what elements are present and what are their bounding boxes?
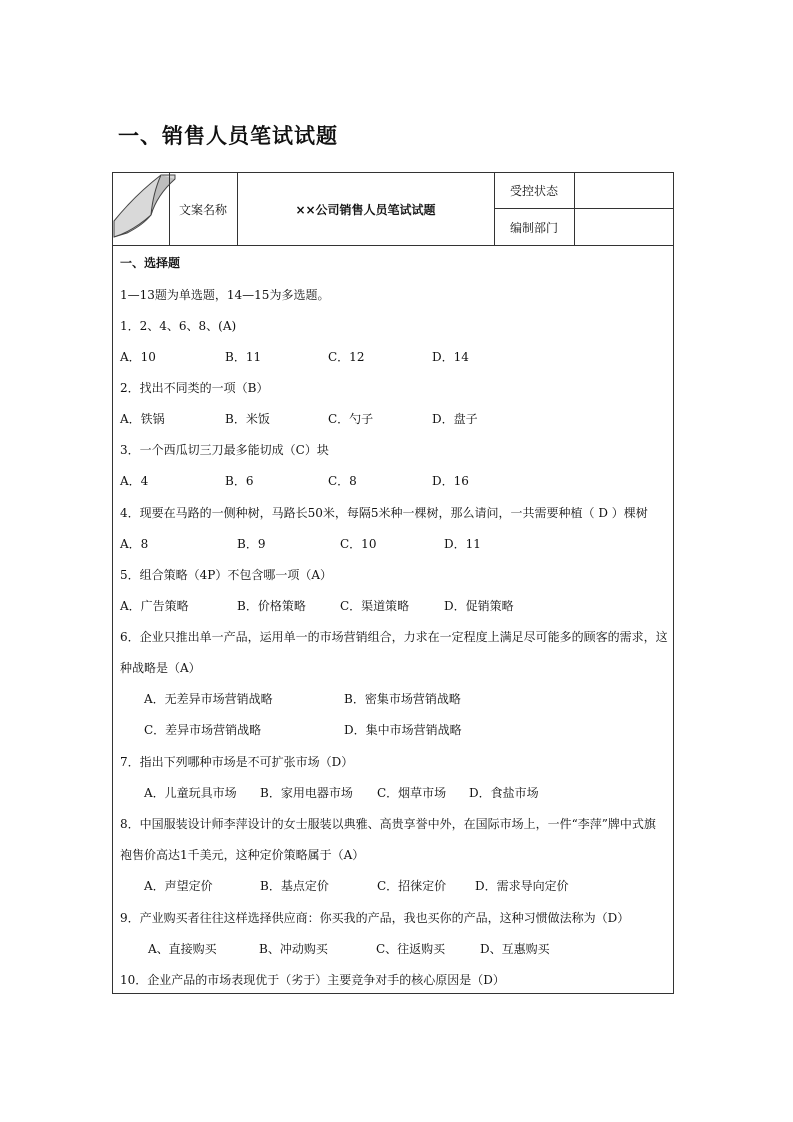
- option-row: [120, 941, 660, 957]
- option: D．需求导向定价: [475, 879, 569, 893]
- option: B．密集市场营销战略: [344, 692, 461, 706]
- option-row: [120, 411, 660, 427]
- option: B．价格策略: [237, 599, 306, 613]
- option: D．食盐市场: [469, 786, 539, 800]
- dept-value: [574, 209, 673, 245]
- option: C．8: [328, 474, 357, 488]
- option: B．家用电器市场: [260, 786, 353, 800]
- question-text: 1．2、4、6、8、(A): [120, 319, 237, 333]
- option: C．差异市场营销战略: [144, 723, 262, 737]
- control-status-label: 受控状态: [509, 184, 558, 198]
- option: A．声望定价: [144, 879, 213, 893]
- option: D．11: [444, 537, 481, 551]
- option: C．12: [328, 350, 365, 364]
- page-curl-icon: [113, 173, 177, 239]
- option: A．铁锅: [120, 412, 165, 426]
- option: B、冲动购买: [259, 942, 328, 956]
- option: B．11: [225, 350, 262, 364]
- option: D、互惠购买: [480, 942, 550, 956]
- option: A．4: [120, 474, 149, 488]
- option-row: [120, 473, 660, 489]
- doc-title: ××公司销售人员笔试试题: [295, 202, 436, 217]
- exam-table: [112, 172, 674, 994]
- question-text: 10．企业产品的市场表现优于（劣于）主要竞争对手的核心原因是（D）: [120, 973, 505, 987]
- question-text: 5．组合策略（4P）不包含哪一项（A）: [120, 568, 333, 582]
- question-text: 8．中国服装设计师李萍设计的女士服装以典雅、高贵享誉中外，在国际市场上，一件“李萍”牌中式旗: [120, 817, 656, 831]
- option: A．8: [120, 537, 149, 551]
- question-text: 种战略是（A）: [120, 661, 201, 675]
- option: B．基点定价: [260, 879, 329, 893]
- option: A、直接购买: [148, 942, 217, 956]
- option-row: [120, 536, 660, 552]
- question-text: 6．企业只推出单一产品，运用单一的市场营销组合，力求在一定程度上满足尽可能多的顾客的需求，这: [120, 630, 668, 644]
- option: C．10: [340, 537, 377, 551]
- option: C．招徕定价: [377, 879, 447, 893]
- dept-label: 编制部门: [509, 220, 558, 235]
- section-title: 一、选择题: [120, 256, 181, 270]
- option: D．集中市场营销战略: [344, 723, 462, 737]
- question-text: 9．产业购买者往往这样选择供应商：你买我的产品，我也买你的产品，这种习惯做法称为（D）: [120, 911, 630, 925]
- header-bottom-rule: [113, 245, 673, 246]
- option: D．14: [432, 350, 469, 364]
- option: A．儿童玩具市场: [144, 786, 237, 800]
- option: C．烟草市场: [377, 786, 447, 800]
- page-title: 一、销售人员笔试试题: [118, 124, 338, 148]
- option-row: [120, 785, 660, 801]
- doc-name-label: 文案名称: [178, 202, 227, 217]
- option: A．10: [120, 350, 156, 364]
- option-row: [120, 878, 660, 894]
- question-text: 4．现要在马路的一侧种树，马路长50米，每隔5米种一棵树，那么请问，一共需要种植（ D ）棵树: [120, 506, 648, 520]
- question-text: 3．一个西瓜切三刀最多能切成（C）块: [120, 443, 329, 457]
- option-row: [120, 349, 660, 365]
- option: D．盘子: [432, 412, 478, 426]
- option: C．勺子: [328, 412, 374, 426]
- option: B．米饭: [225, 412, 270, 426]
- option: A．无差异市场营销战略: [144, 692, 273, 706]
- section-instruction: 1—13题为单选题，14—15为多选题。: [120, 288, 330, 302]
- option: A．广告策略: [120, 599, 189, 613]
- option: D．促销策略: [444, 599, 514, 613]
- option-row: [120, 722, 660, 738]
- option: C．渠道策略: [340, 599, 410, 613]
- question-text: 7．指出下列哪种市场是不可扩张市场（D）: [120, 755, 354, 769]
- option: B．6: [225, 474, 254, 488]
- option-row: [120, 598, 660, 614]
- option: C、往返购买: [376, 942, 446, 956]
- question-text: 2．找出不同类的一项（B）: [120, 381, 269, 395]
- control-status-value: [574, 173, 673, 208]
- option-row: [120, 691, 660, 707]
- option: D．16: [432, 474, 469, 488]
- option: B．9: [237, 537, 266, 551]
- question-text: 袍售价高达1千美元，这种定价策略属于（A）: [120, 848, 365, 862]
